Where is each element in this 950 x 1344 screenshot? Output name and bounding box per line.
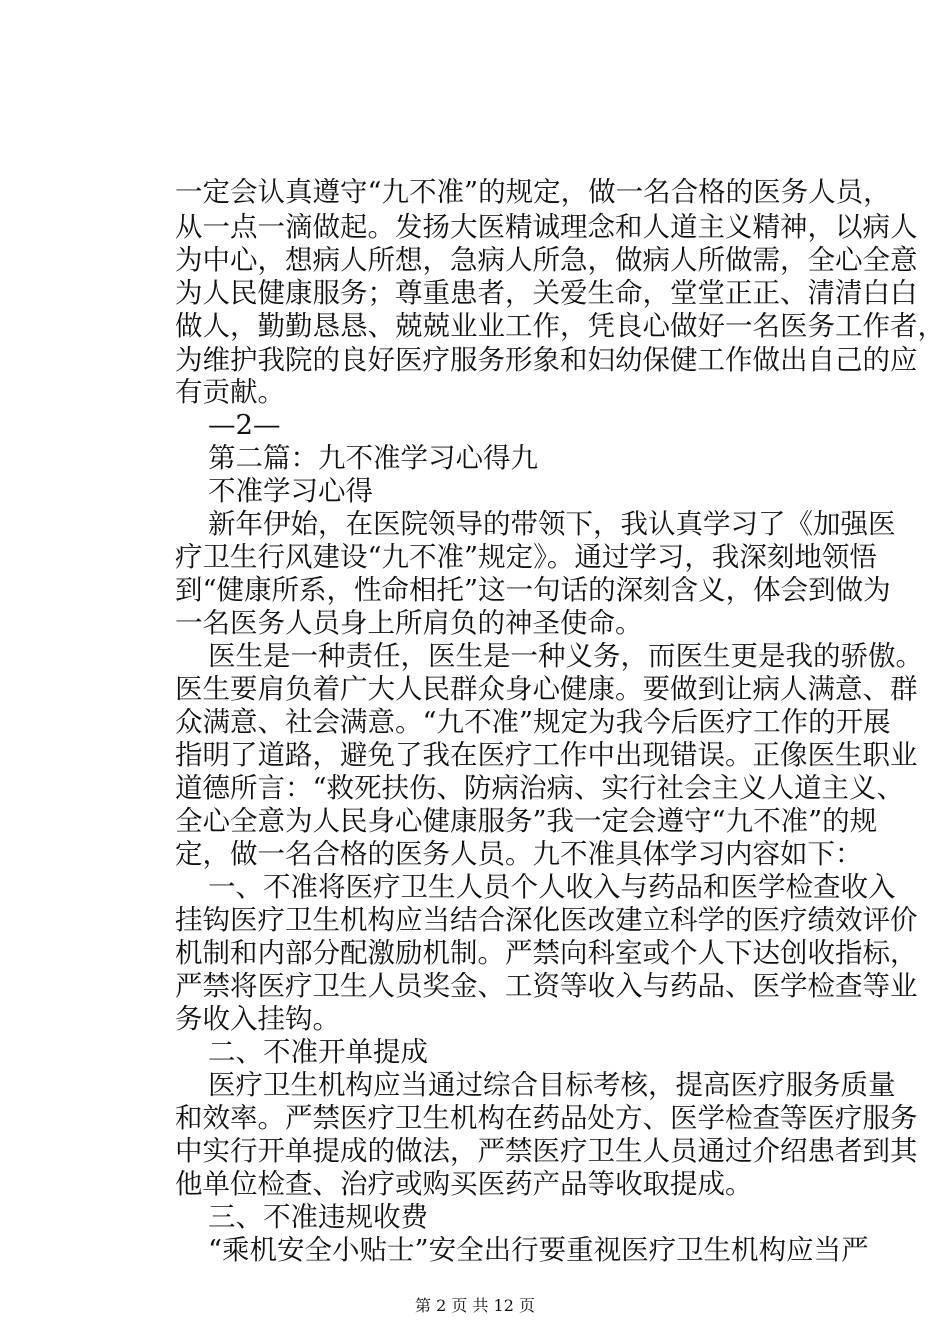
text-line: 和效率。严禁医疗卫生机构在药品处方、医学检查等医疗服务 (175, 1102, 918, 1134)
text-line: 新年伊始，在医院领导的带领下，我认真学习了《加强医 (208, 508, 896, 540)
text-line: 中实行开单提成的做法，严禁医疗卫生人员通过介绍患者到其 (175, 1135, 918, 1167)
text-line: 机制和内部分配激励机制。严禁向科室或个人下达创收指标， (175, 937, 918, 969)
text-line: 他单位检查、治疗或购买医药产品等收取提成。 (175, 1168, 753, 1200)
text-line: 一名医务人员身上所肩负的神圣使命。 (175, 607, 643, 639)
text-line: 有贡献。 (175, 376, 285, 408)
text-line: 严禁将医疗卫生人员奖金、工资等收入与药品、医学检查等业 (175, 970, 918, 1002)
text-line: 疗卫生行风建设“九不准”规定》。通过学习，我深刻地领悟 (175, 541, 877, 573)
text-line: 为人民健康服务；尊重患者，关爱生命，堂堂正正、清清白白 (175, 277, 918, 309)
text-line: 指明了道路，避免了我在医疗工作中出现错误。正像医生职业 (175, 739, 918, 771)
page-number-marker: —2— (208, 409, 281, 441)
text-line: 全心全意为人民身心健康服务”我一定会遵守“九不准”的规 (175, 805, 878, 837)
subsection-heading: 二、不准开单提成 (208, 1036, 428, 1068)
subsection-heading: 三、不准违规收费 (208, 1201, 428, 1233)
text-line: 到“健康所系，性命相托”这一句话的深刻含义，体会到做为 (175, 574, 891, 606)
text-line: “乘机安全小贴士”安全出行要重视医疗卫生机构应当严 (208, 1234, 869, 1266)
text-line: 道德所言：“救死扶伤、防病治病、实行社会主义人道主义、 (175, 772, 905, 804)
section-subtitle: 不准学习心得 (208, 475, 373, 507)
text-line: 一、不准将医疗卫生人员个人收入与药品和医学检查收入 (208, 871, 896, 903)
page-footer: 第 2 页 共 12 页 (415, 1296, 535, 1315)
text-line: 医疗卫生机构应当通过综合目标考核，提高医疗服务质量 (208, 1069, 896, 1101)
text-line: 一定会认真遵守“九不准”的规定，做一名合格的医务人员， (175, 176, 891, 208)
text-line: 做人，勤勤恳恳、兢兢业业工作，凭良心做好一名医务工作者， (175, 310, 945, 342)
text-line: 务收入挂钩。 (175, 1003, 340, 1035)
section-title: 第二篇：九不准学习心得九 (208, 442, 538, 474)
text-line: 从一点一滴做起。发扬大医精诚理念和人道主义精神，以病人 (175, 211, 918, 243)
text-line: 为维护我院的良好医疗服务形象和妇幼保健工作做出自己的应 (175, 344, 918, 376)
text-line: 定，做一名合格的医务人员。九不准具体学习内容如下： (175, 838, 863, 870)
text-line: 医生要肩负着广大人民群众身心健康。要做到让病人满意、群 (175, 673, 918, 705)
text-line: 挂钩医疗卫生机构应当结合深化医改建立科学的医疗绩效评价 (175, 904, 918, 936)
text-line: 众满意、社会满意。“九不准”规定为我今后医疗工作的开展 (175, 706, 891, 738)
text-line: 医生是一种责任，医生是一种义务，而医生更是我的骄傲。 (208, 640, 923, 672)
text-line: 为中心，想病人所想，急病人所急，做病人所做需，全心全意 (175, 244, 918, 276)
